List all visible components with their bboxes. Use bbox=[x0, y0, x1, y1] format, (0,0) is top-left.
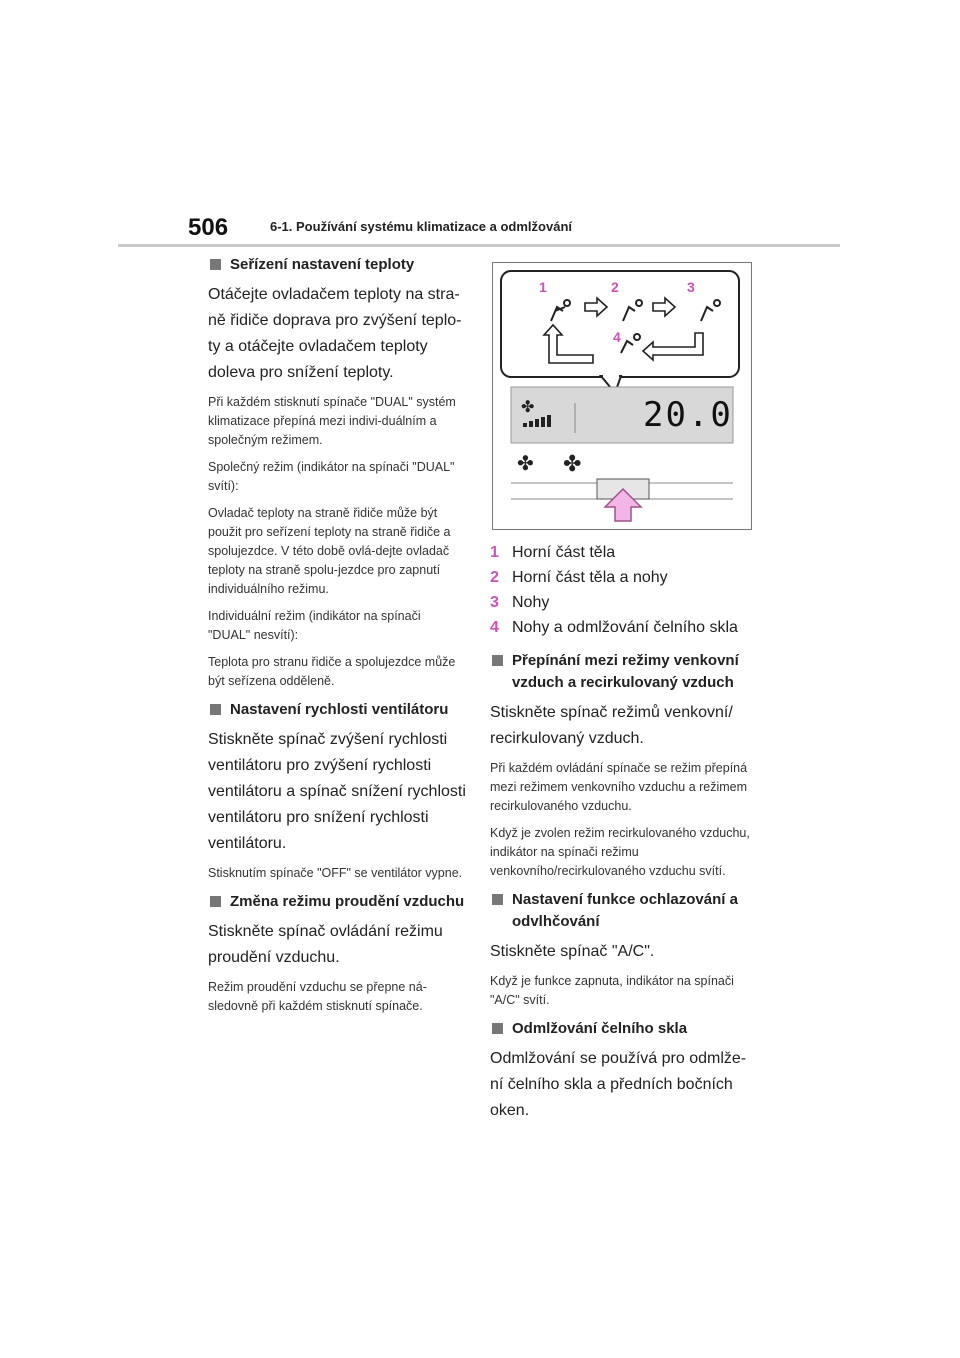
ac-note: Když je funkce zapnuta, indikátor na spínači "A/C" svítí. bbox=[490, 974, 734, 1007]
temperature-note: Individuální režim (indikátor na spínači "DUAL" nesvítí): bbox=[208, 609, 421, 642]
section-heading-airflow: Změna režimu proudění vzduchu bbox=[208, 891, 466, 913]
airflow-mode-list bbox=[490, 540, 752, 640]
mode-label-1: 1 bbox=[539, 279, 547, 295]
recirculation-body: Stiskněte spínač režimů venkovní/ recirkulovaný vzduch. bbox=[490, 704, 733, 747]
recirculation-note: Když je zvolen režim recirkulovaného vzduchu, indikátor na spínači režimu venkovního/recirkulovaného vzduchu svítí. bbox=[490, 826, 750, 878]
bullet-square-icon bbox=[492, 1023, 503, 1034]
defog-body: Odmlžování se používá pro odmlže-ní čelního skla a předních bočních oken. bbox=[490, 1050, 747, 1119]
temperature-note: Společný režim (indikátor na spínači "DUAL" svítí): bbox=[208, 460, 455, 493]
fan-low-icon: ✤ bbox=[517, 453, 534, 475]
bullet-square-icon bbox=[210, 704, 221, 715]
bullet-square-icon bbox=[210, 896, 221, 907]
section-heading-ac: Nastavení funkce ochlazování a odvlhčování bbox=[490, 889, 752, 933]
bullet-square-icon bbox=[210, 259, 221, 270]
list-item: 3 Nohy bbox=[490, 594, 550, 611]
temperature-note: Teplota pro stranu řidiče a spolujezdce může být seřízena odděleně. bbox=[208, 655, 456, 688]
list-item: 2 Horní část těla a nohy bbox=[490, 569, 668, 586]
section-heading-temperature: Seřízení nastavení teploty bbox=[208, 254, 466, 276]
section-heading-defog: Odmlžování čelního skla bbox=[490, 1018, 752, 1040]
bullet-square-icon bbox=[492, 655, 503, 666]
fan-body: Stiskněte spínač zvýšení rychlosti ventilátoru pro zvýšení rychlosti ventilátoru a spínač snížení rychlosti ventilátoru pro snížení rychlosti ventilátoru. bbox=[208, 731, 466, 852]
airflow-note: Režim proudění vzduchu se přepne ná-sledovně při každém stisknutí spínače. bbox=[208, 980, 427, 1013]
temperature-body: Otáčejte ovladačem teploty na stra-ně řidiče doprava pro zvýšení teplo-ty a otáčejte ovladačem teploty doleva pro snížení teploty. bbox=[208, 286, 462, 381]
mode-label-2: 2 bbox=[611, 279, 619, 295]
page-header bbox=[188, 214, 838, 248]
chapter-title: 6-1. Používání systému klimatizace a odmlžování bbox=[270, 219, 572, 234]
left-column bbox=[208, 254, 466, 1024]
temperature-display: 20.0 bbox=[643, 395, 733, 435]
airflow-body: Stiskněte spínač ovládání režimu proudění vzduchu. bbox=[208, 923, 443, 966]
mode-label-3: 3 bbox=[687, 279, 695, 295]
airflow-mode-illustration bbox=[492, 262, 752, 530]
section-heading-recirculation: Přepínání mezi režimy venkovní vzduch a recirkulovaný vzduch bbox=[490, 650, 752, 694]
mode-label-4: 4 bbox=[613, 329, 621, 345]
list-item: 1 Horní část těla bbox=[490, 544, 616, 561]
bullet-square-icon bbox=[492, 894, 503, 905]
right-column bbox=[490, 254, 752, 1131]
temperature-note: Při každém stisknutí spínače "DUAL" systém klimatizace přepíná mezi indivi-duálním a společným režimem. bbox=[208, 395, 456, 447]
recirculation-note: Při každém ovládání spínače se režim přepíná mezi režimem venkovního vzduchu a režimem recirkulovaného vzduchu. bbox=[490, 761, 748, 813]
list-item: 4 Nohy a odmlžování čelního skla bbox=[490, 619, 738, 636]
ac-body: Stiskněte spínač "A/C". bbox=[490, 943, 655, 960]
fan-icon: ✤ bbox=[521, 399, 535, 416]
fan-note: Stisknutím spínače "OFF" se ventilátor vypne. bbox=[208, 866, 463, 880]
section-heading-fan: Nastavení rychlosti ventilátoru bbox=[208, 699, 466, 721]
page-number: 506 bbox=[188, 214, 229, 241]
fan-high-icon: ✤ bbox=[563, 451, 582, 476]
header-divider bbox=[118, 244, 840, 247]
temperature-note: Ovladač teploty na straně řidiče může být použit pro seřízení teploty na straně řidiče a spolujezdce. V této době ovlá-dejte ovladač teploty na straně spolu-jezdce pro zapnutí individuálního režimu. bbox=[208, 506, 451, 596]
